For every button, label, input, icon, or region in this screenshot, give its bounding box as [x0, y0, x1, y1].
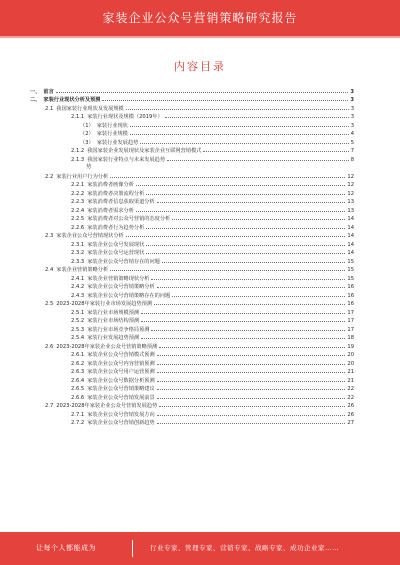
toc-entry[interactable]	[30, 392, 354, 401]
toc-entry[interactable]	[30, 265, 354, 274]
toc-entry-label: 家装消费者信息获取渠道分析	[87, 199, 155, 205]
toc-entry-label: 家装企业公众号营销策略存在的问题	[87, 292, 171, 299]
toc-entry-number: 2.4.2	[71, 284, 85, 290]
toc-entry-page: 3	[350, 105, 354, 112]
toc-entry[interactable]	[30, 222, 354, 231]
toc-entry-label: 家装企业公众号营销发展前景	[87, 394, 155, 401]
toc-entry-label: 家装企业营销策略现状分析	[87, 275, 150, 282]
toc-entry-number: 一、	[30, 88, 41, 95]
toc-entry[interactable]	[30, 239, 354, 248]
toc-entry[interactable]	[30, 401, 354, 410]
toc-leader-dots	[146, 245, 345, 246]
report-title: 家装企业公众号营销策略研究报告	[102, 11, 298, 25]
toc-entry-page: 12	[347, 173, 354, 180]
toc-entry[interactable]	[30, 231, 354, 240]
toc-entry-label: 家装行业规模	[96, 131, 128, 137]
toc-entry-page: 17	[347, 318, 354, 324]
toc-entry-number: 2.2.3	[71, 199, 85, 205]
toc-entry-label: 家装行业市场规模预测	[87, 309, 140, 316]
toc-entry[interactable]	[30, 418, 354, 427]
toc-entry-page: 17	[347, 309, 354, 316]
toc-entry-label: 家装企业公众号数据分析预测	[87, 377, 155, 384]
toc-entry-number: 二、	[30, 97, 41, 103]
toc-entry-page: 3	[350, 88, 354, 95]
toc-entry-number: 2.6.6	[71, 394, 85, 401]
toc-leader-dots	[157, 287, 346, 288]
toc-entry[interactable]	[30, 120, 354, 129]
toc-entry-number: 2.6.5	[71, 386, 85, 392]
toc-entry-label: 家装消费者对公众号营销的态度分析	[87, 216, 171, 222]
toc-leader-dots	[157, 389, 346, 390]
toc-entry[interactable]	[30, 324, 354, 333]
toc-entry[interactable]	[30, 316, 354, 325]
toc-entry-label: 家装行业用户行为分析	[56, 173, 109, 180]
toc-entry-number: 2.7	[45, 403, 54, 409]
toc-entry-number: 2.4.3	[71, 292, 85, 299]
toc-entry-number: 2.3.3	[71, 258, 85, 265]
report-footer	[0, 532, 400, 565]
toc-entry-number: 2.2.1	[71, 182, 85, 188]
toc-entry-page: 15	[347, 267, 354, 273]
toc-leader-dots	[141, 338, 345, 339]
toc-entry-number: 2.2.5	[71, 216, 85, 222]
toc-entry[interactable]	[30, 137, 354, 146]
toc-entry-number: 2.7.2	[71, 420, 85, 426]
toc-entry-label: 我国家装行业现状及发展规模	[56, 105, 124, 112]
toc-entry-number: 2.3.1	[71, 241, 85, 248]
toc-leader-dots	[167, 160, 349, 161]
toc-entry-page: 14	[347, 224, 354, 231]
toc-leader-dots	[162, 262, 346, 263]
toc-entry-page: 19	[347, 343, 354, 350]
toc-entry-page: 7	[350, 148, 354, 154]
header-divider	[0, 36, 400, 38]
toc-leader-dots	[130, 134, 349, 135]
toc-entry[interactable]	[30, 350, 354, 359]
toc-leader-dots	[157, 202, 346, 203]
toc-entry-label: 家装消费者需求分析	[87, 207, 134, 214]
toc-entry[interactable]	[30, 409, 354, 418]
toc-entry[interactable]	[30, 214, 354, 223]
toc-leader-dots	[136, 185, 345, 186]
toc-entry-label: 家装企业公众号营销模式预测	[87, 352, 155, 358]
toc-leader-dots	[110, 177, 345, 178]
toc-entry[interactable]	[30, 180, 354, 189]
toc-leader-dots	[102, 100, 348, 101]
toc-entry-continuation: 势	[86, 163, 92, 170]
toc-entry-page: 18	[347, 335, 354, 341]
toc-entry-label: 家装企业公众号营销策略分析	[87, 284, 155, 290]
toc-leader-dots	[126, 109, 349, 110]
toc-entry[interactable]	[30, 171, 354, 180]
toc-leader-dots	[157, 355, 346, 356]
toc-entry-number: 2.1.3	[71, 156, 85, 163]
toc-leader-dots	[110, 270, 345, 271]
toc-entry-label: 2023-2028年家装企业公众号营销发展趋势	[56, 403, 158, 409]
toc-leader-dots	[141, 321, 345, 322]
toc-entry-number: 2.2	[45, 173, 54, 180]
toc-leader-dots	[157, 372, 346, 373]
toc-entry[interactable]	[30, 273, 354, 282]
toc-entry[interactable]	[30, 103, 354, 112]
toc-entry-page: 22	[347, 394, 354, 401]
report-header	[0, 0, 400, 36]
toc-entry[interactable]	[30, 146, 354, 155]
toc-entry-page: 12	[347, 182, 354, 188]
toc-entry-number: 2.5.2	[71, 318, 85, 324]
toc-entry-label: 家装企业公众号营销现状分析	[56, 233, 124, 239]
toc-entry-page: 14	[347, 233, 354, 239]
toc-entry[interactable]	[30, 112, 354, 121]
toc-leader-dots	[146, 194, 345, 195]
toc-entry-number: 2.5.3	[71, 326, 85, 333]
toc-entry-number: 2.6.2	[71, 360, 85, 367]
toc-entry-label: 家装消费者画像分析	[87, 182, 134, 188]
toc-entry-page: 15	[347, 275, 354, 282]
toc-entry-label: 家装行业现状	[96, 122, 128, 129]
toc-entry[interactable]	[30, 333, 354, 342]
toc-entry-number: 2.6.1	[71, 352, 85, 358]
toc-entry-page: 20	[347, 352, 354, 358]
toc-entry[interactable]	[30, 188, 354, 197]
toc-entry-label: 家装行业市场结构预测	[87, 318, 140, 324]
toc-entry-page: 26	[347, 403, 354, 409]
toc-entry[interactable]	[30, 197, 354, 206]
toc-entry-label: 我国家装行业特点与未来发展趋势	[87, 156, 166, 163]
toc-leader-dots	[172, 219, 345, 220]
toc-entry-number: 2.2.4	[71, 207, 85, 214]
toc-entry[interactable]	[30, 384, 354, 393]
toc-entry-page: 15	[347, 258, 354, 265]
toc-leader-dots	[157, 398, 346, 399]
toc-entry-label: 家装行业现状分析及预测	[43, 97, 101, 103]
toc-entry-page: 14	[347, 216, 354, 222]
toc-leader-dots	[203, 151, 348, 152]
toc-entry-label: 家装行业市场竞争格局预测	[87, 326, 150, 333]
toc-entry-number: 2.6	[45, 343, 54, 350]
toc-entry-page: 3	[350, 97, 354, 103]
toc-title: 内容目录	[174, 60, 226, 73]
toc-entry-page: 22	[347, 386, 354, 392]
toc-entry-label: 家装企业公众号运营现状	[87, 250, 145, 256]
toc-entry[interactable]	[30, 95, 354, 104]
toc-leader-dots	[172, 296, 345, 297]
toc-leader-dots	[154, 304, 345, 305]
toc-entry-label: 家装企业公众号内容营销预测	[87, 360, 155, 367]
toc-entry[interactable]	[30, 367, 354, 376]
toc-entry[interactable]	[30, 248, 354, 257]
toc-entry-label: 家装行业发展趋势预测	[87, 335, 140, 341]
toc-entry-page: 14	[347, 250, 354, 256]
toc-entry-number: （3）	[80, 139, 94, 146]
toc-entry-page: 8	[350, 156, 354, 163]
toc-leader-dots	[141, 313, 345, 314]
toc-entry-page: 27	[347, 420, 354, 426]
toc-entry-page: 13	[347, 199, 354, 205]
toc-entry-label: 家装企业营销策略分析	[56, 267, 109, 273]
toc-entry-page: 5	[350, 139, 354, 146]
toc-entry-label: 2023-2028年家装行业市场发展趋势预测	[56, 301, 152, 307]
toc-entry-label: 家装消费者行为趋势分析	[87, 224, 145, 231]
toc-entry[interactable]	[30, 341, 354, 350]
toc-entry-label: 家装企业公众号营销策略建议	[87, 386, 155, 392]
toc-entry-page: 21	[347, 377, 354, 384]
toc-entry[interactable]	[30, 358, 354, 367]
toc-entry-page: 26	[347, 411, 354, 418]
toc-entry[interactable]	[30, 282, 354, 291]
toc-leader-dots	[146, 228, 345, 229]
toc-entry-number: 2.6.4	[71, 377, 85, 384]
toc-leader-dots	[157, 381, 346, 382]
toc-leader-dots	[159, 347, 345, 348]
toc-entry[interactable]	[30, 86, 354, 95]
toc-entry-page: 13	[347, 207, 354, 214]
toc-entry[interactable]	[30, 129, 354, 138]
toc-leader-dots	[130, 126, 349, 127]
toc-entry-label: 我国家装企业发展现状及家装企业互联网营销模式	[87, 148, 202, 154]
toc-entry-label: 家装企业公众号用户运营预测	[87, 369, 155, 375]
toc-entry-label: 家装企业公众号营销存在的问题	[87, 258, 160, 265]
toc-entry[interactable]	[30, 307, 354, 316]
toc-entry-number: 2.1	[45, 105, 54, 112]
toc-entry-label: 家装企业公众号发展现状	[87, 241, 145, 248]
toc-leader-dots	[151, 279, 345, 280]
toc-leader-dots	[165, 117, 349, 118]
toc-entry-page: 3	[350, 122, 354, 129]
toc-entry-label: 2023-2028年家装企业公众号营销策略预测	[56, 343, 158, 350]
toc-entry-number: 2.4	[45, 267, 54, 273]
toc-leader-dots	[56, 92, 349, 93]
toc-leader-dots	[157, 423, 346, 424]
toc-entry-number: 2.1.1	[71, 114, 85, 120]
toc-leader-dots	[140, 143, 348, 144]
footer-divider	[132, 540, 133, 557]
toc-entry-number: （1）	[80, 122, 94, 129]
toc-entry-label: 前言	[43, 88, 54, 95]
footer-tagline: 行业专家、管理专家、营销专家、战略专家、成功企业家……	[150, 544, 339, 552]
toc-entry-page: 21	[347, 369, 354, 375]
toc-entry-label: 家装消费者决策流程分析	[87, 190, 145, 197]
toc-entry-number: 2.7.1	[71, 411, 85, 418]
toc-entry-number: 2.3	[45, 233, 54, 239]
toc-entry-number: 2.2.2	[71, 190, 85, 197]
toc-entry-number: 2.1.2	[71, 148, 85, 154]
toc-entry-number: （2）	[80, 131, 94, 137]
toc-entry-number: 2.3.2	[71, 250, 85, 256]
toc-entry[interactable]	[30, 375, 354, 384]
toc-entry-label: 家装行业现状及规模（2019年）	[87, 114, 163, 120]
toc-entry[interactable]	[30, 256, 354, 265]
toc-entry-page: 12	[347, 190, 354, 197]
footer-slogan: 让每个人都能成为	[36, 544, 96, 552]
toc-entry-page: 20	[347, 360, 354, 367]
toc-entry-label: 家装企业公众号营销发展方向	[87, 411, 155, 418]
toc-entry[interactable]	[30, 154, 354, 163]
toc-entry-number: 2.5	[45, 301, 54, 307]
toc-entry-page: 16	[347, 301, 354, 307]
toc-entry[interactable]	[30, 299, 354, 308]
toc-entry-page: 16	[347, 292, 354, 299]
table-of-contents	[30, 86, 354, 426]
toc-leader-dots	[159, 406, 345, 407]
toc-leader-dots	[157, 364, 346, 365]
toc-leader-dots	[136, 211, 345, 212]
toc-entry-label: 家装企业公众号营销创新趋势	[87, 420, 155, 426]
toc-entry-page: 17	[347, 326, 354, 333]
toc-entry[interactable]	[30, 290, 354, 299]
toc-entry-label: 家装行业发展趋势	[96, 139, 139, 146]
toc-leader-dots	[151, 330, 345, 331]
toc-entry-number: 2.4.1	[71, 275, 85, 282]
toc-entry-number: 2.2.6	[71, 224, 85, 231]
toc-entry-page: 16	[347, 284, 354, 290]
toc-entry-number: 2.5.1	[71, 309, 85, 316]
toc-leader-dots	[126, 236, 346, 237]
toc-leader-dots	[146, 253, 345, 254]
toc-entry[interactable]	[30, 205, 354, 214]
toc-entry-number: 2.6.3	[71, 369, 85, 375]
toc-entry-number: 2.5.4	[71, 335, 85, 341]
toc-entry-page: 3	[350, 114, 354, 120]
toc-entry-page: 14	[347, 241, 354, 248]
toc-leader-dots	[157, 415, 346, 416]
toc-entry-page: 4	[350, 131, 354, 137]
